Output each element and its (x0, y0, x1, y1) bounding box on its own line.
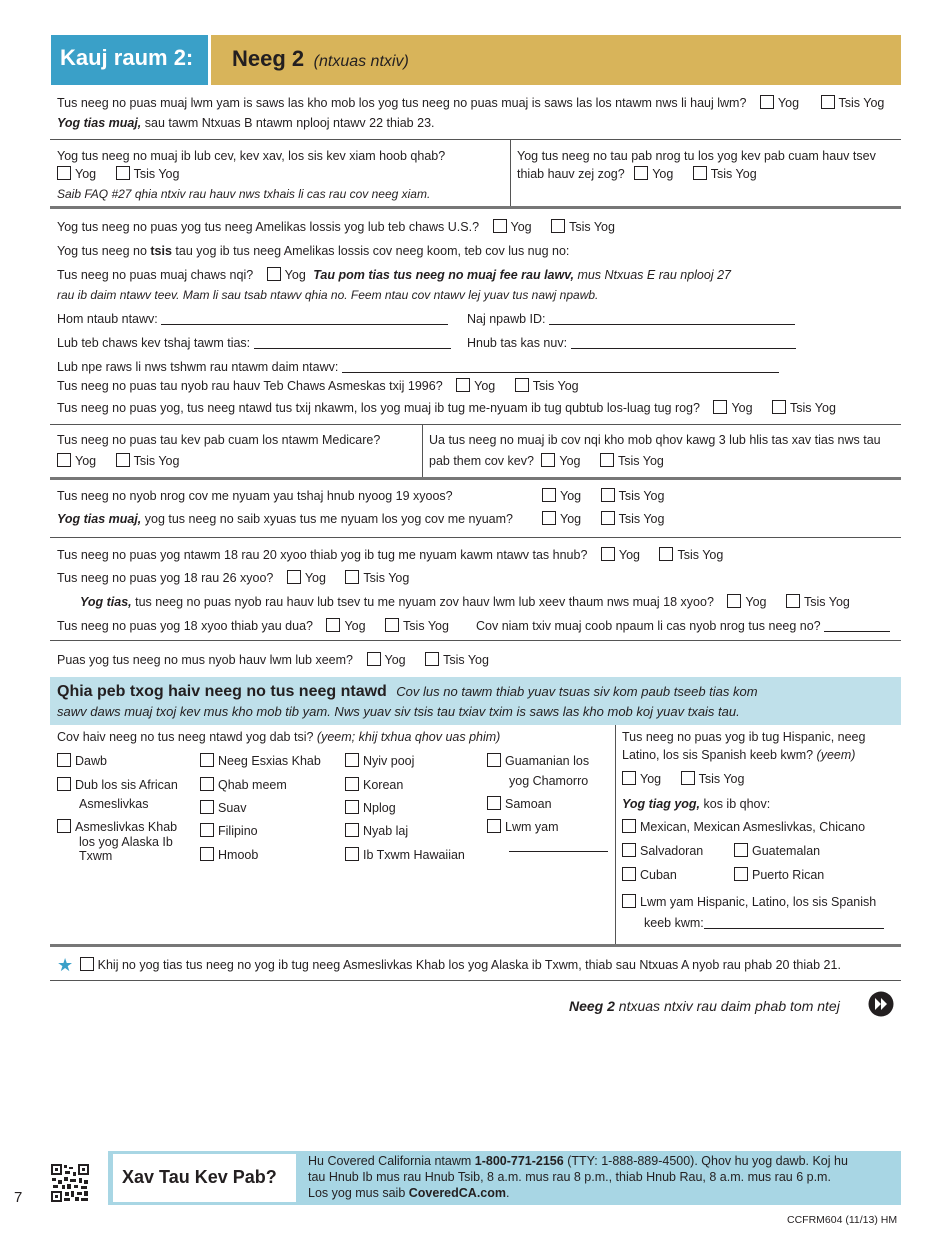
checkbox-no[interactable] (116, 166, 130, 180)
ethnicity-title: Qhia peb txog haiv neeg no tus neeg ntawd Cov lus no tawm thiab yuav tsuas siv kom paub tseeb tias kom (57, 683, 758, 700)
race-option-black[interactable]: Dub los sis African (57, 777, 178, 793)
checkbox-yes[interactable] (542, 511, 556, 525)
checkbox-no[interactable] (551, 219, 565, 233)
race-option-korean[interactable]: Korean (345, 777, 403, 793)
page-number: 7 (14, 1189, 23, 1206)
checkbox-yes[interactable] (622, 771, 636, 785)
help-title: Xav Tau Kev Pab? (122, 1167, 277, 1187)
race-option-black-2: Asmeslivkas (79, 797, 149, 811)
star-icon: ★ (57, 955, 74, 975)
hispanic-other-field[interactable]: keeb kwm: (644, 915, 884, 931)
race-question: Cov haiv neeg no tus neeg ntawd yog dab tsi? (yeem; khij txhua qhov uas phim) (57, 730, 501, 744)
native-checkbox[interactable] (80, 957, 94, 971)
checkbox-no[interactable] (425, 652, 439, 666)
checkbox-no[interactable] (345, 570, 359, 584)
race-option-asian-indian[interactable]: Neeg Esxias Khab (200, 753, 321, 769)
hispanic-follow: Yog tiag yog, kos ib qhov: (622, 797, 771, 811)
home-care-question: Yog tus neeg no tau pab nrog tu los yog kev pab cuam hauv tsev (517, 149, 876, 163)
children-options: Yog Tsis Yog (540, 488, 664, 504)
medical-bills-question: Ua tus neeg no muaj ib cov nqi kho mob qhov kawg 3 lub hlis tas xav tias nws tau (429, 433, 881, 447)
race-option-native-3: Txwm (79, 849, 113, 863)
continue-note: Neeg 2 ntxuas ntxiv rau daim phab tom ntej (569, 998, 840, 1014)
race-option-samoan[interactable]: Samoan (487, 796, 552, 812)
medicare-options: Yog Tsis Yog (57, 453, 179, 469)
hispanic-option-guatemalan[interactable]: Guatemalan (734, 843, 820, 859)
checkbox-no[interactable] (786, 594, 800, 608)
checkbox-no[interactable] (385, 618, 399, 632)
help-text-1: Hu Covered California ntawm 1-800-771-2156 (TTY: 1-888-889-4500). Qhov hu yog dawb. Koj hu (308, 1154, 848, 1168)
checkbox-yes[interactable] (493, 219, 507, 233)
children-question: Tus neeg no nyob nrog cov me nyuam yau tshaj hnub nyoog 19 xyoos? (57, 489, 453, 503)
checkbox-no[interactable] (821, 95, 835, 109)
checkbox-yes[interactable] (267, 267, 281, 281)
checkbox-no[interactable] (693, 166, 707, 180)
section-tab-label: Kauj raum 2: (60, 45, 194, 70)
checkbox-yes[interactable] (57, 453, 71, 467)
checkbox-yes[interactable] (541, 453, 555, 467)
checkbox-no[interactable] (772, 400, 786, 414)
race-option-filipino[interactable]: Filipino (200, 823, 258, 839)
medicare-question: Tus neeg no puas tau kev pab cuam los ntawm Medicare? (57, 433, 381, 447)
race-option-guamanian[interactable]: Guamanian los (487, 753, 589, 769)
other-insurance-note: Yog tias muaj, sau tawm Ntxuas B ntawm nplooj ntawv 22 thiab 23. (57, 116, 435, 130)
home-care-question-2: thiab hauv zej zog? Yog Tsis Yog (517, 167, 757, 181)
race-option-japanese[interactable]: Nyiv pooj (345, 753, 414, 769)
race-option-guamanian-2: yog Chamorro (509, 774, 589, 788)
disability-question: Yog tus neeg no muaj ib lub cev, kev xav, los sis kev xiam hoob qhab? (57, 149, 446, 163)
non-citizen-instruction: Yog tus neeg no tsis tau yog ib tus neeg Amelikas lossis cov neeg koom, teb cov lus nug no: (57, 244, 570, 258)
race-option-native-2: los yog Alaska Ib (79, 835, 173, 849)
us-residency-question: Tus neeg no puas tau nyob rau hauv Teb Chaws Asmeskas txij 1996? Yog Tsis Yog (57, 379, 579, 393)
hispanic-question-2: Latino, los sis Spanish keeb kwm? (yeem) (622, 748, 856, 762)
race-option-cambodian[interactable]: Qhab meem (200, 777, 287, 793)
race-option-hawaiian[interactable]: Ib Txwm Hawaiian (345, 847, 465, 863)
checkbox-no[interactable] (601, 488, 615, 502)
race-option-native[interactable]: Asmeslivkas Khab (57, 819, 177, 835)
checkbox-no[interactable] (601, 511, 615, 525)
native-american-note: ★ Khij no yog tias tus neeg no yog ib tug neeg Asmeslivkas Khab los yog Alaska ib Txwm, thiab sau Ntxuas A nyob rau phab 20 thiab 21. (57, 955, 841, 975)
issuing-country-field[interactable]: Lub teb chaws kev tshaj tawm tias: (57, 335, 451, 351)
checkbox-no[interactable] (681, 771, 695, 785)
race-option-white[interactable]: Dawb (57, 753, 107, 769)
race-option-chinese[interactable]: Suav (200, 800, 247, 816)
disability-options: Yog Tsis Yog (57, 166, 179, 182)
checkbox-no[interactable] (515, 378, 529, 392)
help-text-2: tau Hnub Ib mus rau Hnub Tsib, 8 a.m. mus rau 8 p.m., thiab Hnub Rau, 8 a.m. mus rau 6 p.m. (308, 1170, 831, 1184)
checkbox-yes[interactable] (542, 488, 556, 502)
hispanic-option-other[interactable]: Lwm yam Hispanic, Latino, los sis Spanish (622, 894, 876, 910)
qr-code-icon (50, 1163, 90, 1203)
checkbox-yes[interactable] (456, 378, 470, 392)
age-18-26-question: Tus neeg no puas yog 18 rau 26 xyoo? Yog Tsis Yog (57, 571, 410, 585)
race-option-vietnamese[interactable]: Nyab laj (345, 823, 408, 839)
checkbox-yes[interactable] (326, 618, 340, 632)
moved-state-question: Puas yog tus neeg no mus nyob hauv lwm lub xeem? Yog Tsis Yog (57, 653, 489, 667)
website-link[interactable]: CoveredCA.com (408, 1186, 506, 1200)
race-other-field[interactable] (509, 851, 608, 852)
medical-bills-question-2: pab them cov kev? Yog Tsis Yog (429, 454, 664, 468)
next-page-icon[interactable] (868, 991, 894, 1017)
checkbox-no[interactable] (116, 453, 130, 467)
disability-note: Saib FAQ #27 qhia ntxiv rau hauv nws txhais li cas rau cov neeg xiam. (57, 187, 431, 201)
expiry-date-field[interactable]: Hnub tas kas nuv: (467, 335, 796, 351)
checkbox-yes[interactable] (760, 95, 774, 109)
document-type-field[interactable]: Hom ntaub ntawv: (57, 311, 448, 327)
checkbox-yes[interactable] (634, 166, 648, 180)
other-insurance-question: Tus neeg no puas muaj lwm yam is saws las kho mob los yog tus neeg no puas muaj is saws las los ntawm nws li hauj lwm? Yog Tsis Yog (57, 96, 885, 110)
checkbox-no[interactable] (659, 547, 673, 561)
student-question: Tus neeg no puas yog ntawm 18 rau 20 xyoo thiab yog ib tug me nyuam kawm ntawv tas hnub? Yog Tsis Yog (57, 548, 724, 562)
checkbox-yes[interactable] (367, 652, 381, 666)
hispanic-option-cuban[interactable]: Cuban (622, 867, 677, 883)
form-code: CCFRM604 (11/13) HM (787, 1214, 898, 1226)
hispanic-option-puerto-rican[interactable]: Puerto Rican (734, 867, 824, 883)
help-text-3: Los yog mus saib CoveredCA.com. (308, 1186, 510, 1200)
hispanic-question: Tus neeg no puas yog ib tug Hispanic, neeg (622, 730, 866, 744)
checkbox-yes[interactable] (57, 166, 71, 180)
caretaker-options: Yog Tsis Yog (540, 511, 664, 527)
citizenship-question: Yog tus neeg no puas yog tus neeg Amelikas lossis yog lub teb chaws U.S.? Yog Tsis Yog (57, 220, 615, 234)
hispanic-option-mexican[interactable]: Mexican, Mexican Asmeslivkas, Chicano (622, 819, 865, 835)
checkbox-yes[interactable] (287, 570, 301, 584)
checkbox-no[interactable] (600, 453, 614, 467)
race-option-laotian[interactable]: Nplog (345, 800, 396, 816)
name-on-document-field[interactable]: Lub npe raws li nws tshwm rau ntawm daim ntawv: (57, 359, 779, 375)
checkbox-yes[interactable] (713, 400, 727, 414)
page-title: Neeg 2 (ntxuas ntxiv) (232, 46, 409, 71)
hispanic-option-salvadoran[interactable]: Salvadoran (622, 843, 703, 859)
under-18-question: Tus neeg no puas yog 18 xyoo thiab yau dua? Yog Tsis Yog (57, 619, 449, 633)
checkbox-yes[interactable] (727, 594, 741, 608)
caretaker-question: Yog tias muaj, yog tus neeg no saib xyuas tus me nyuam los yog cov me nyuam? (57, 512, 514, 526)
checkbox-yes[interactable] (601, 547, 615, 561)
immigration-status-question: Tus neeg no puas muaj chaws nqi? Yog Tau pom tias tus neeg no muaj fee rau lawv, mus Ntxuas E rau nplooj 27 (57, 268, 731, 282)
race-option-other[interactable]: Lwm yam (487, 819, 558, 835)
immigration-status-note: rau ib daim ntawv teev. Mam li sau tsab ntawv qhia no. Feem ntau cov ntawv lej yuav tus nawj npawb. (57, 288, 599, 302)
ethnicity-subtitle: sawv daws muaj txoj kev mus kho mob tib yam. Nws yuav siv tsis tau txiav txim is saws las kho mob koj yuav txais tau. (57, 704, 740, 719)
veteran-question: Tus neeg no puas yog, tus neeg ntawd tus txij nkawm, los yog muaj ib tug me-nyuam ib tug qubtub los-luag tug rog? Yog Tsis Yog (57, 401, 836, 415)
foster-care-question: Yog tias, tus neeg no puas nyob rau hauv lub tsev tu me nyuam zov hauv lwm lub xeev thaum nws muaj 18 xyoo? Yog Tsis Yog (80, 595, 850, 609)
hispanic-options: Yog Tsis Yog (622, 771, 744, 787)
parents-count-question[interactable]: Cov niam txiv muaj coob npaum li cas nyob nrog tus neeg no? (476, 618, 890, 634)
document-id-field[interactable]: Naj npawb ID: (467, 311, 795, 327)
race-option-hmong[interactable]: Hmoob (200, 847, 258, 863)
